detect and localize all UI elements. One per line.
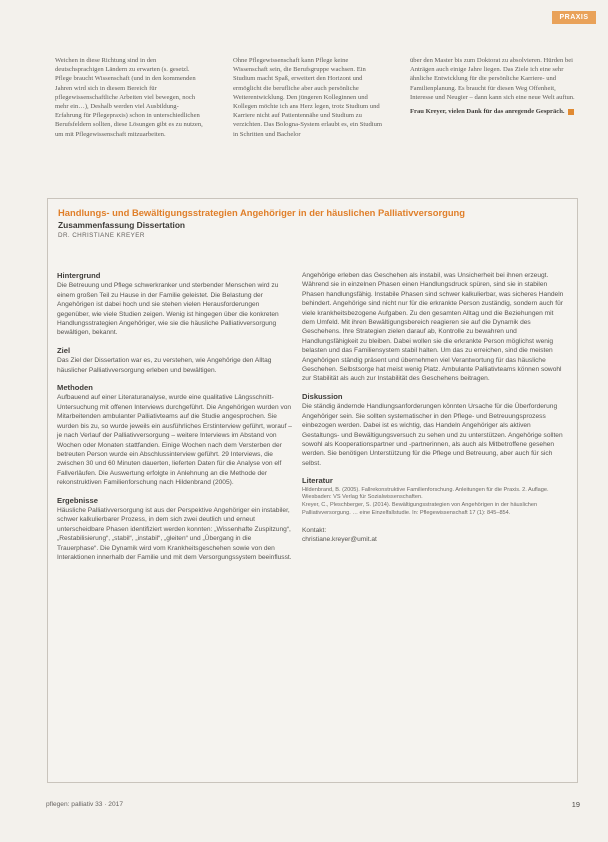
paragraph: Ohne Pflegewissenschaft kann Pflege keine Wissenschaft sein, die Berufsgruppe wachsen. Ein Studium macht Spaß, erweitert den Horizont und ermöglicht die berufliche aber auch persönliche Weiterentwicklung. Den jüngeren Kolleginnen und Kollegen möchte ich ans Herz legen, trotz Studium und Karriere nicht auf Patientennähe und Studium zu verzichten. Das Bologna-System erlaubt es, ein Studium in Schritten und Bachelor bbox=[233, 57, 383, 138]
contact-email[interactable]: christiane.kreyer@umit.at bbox=[302, 536, 377, 544]
paragraph: über den Master bis zum Doktorat zu absolvieren. Hürden bei Anträgen auch einige Jahre liegen. Das Ziele ich eine sehr ähnliche Entwicklung für die persönliche Karriere- und Familienplanung. Es braucht für diesen Weg Offenheit, Interesse und Neugier – dann kann sich eine neue Welt auftun. bbox=[410, 57, 575, 101]
box-left-column bbox=[57, 271, 293, 570]
page-number: 19 bbox=[571, 800, 580, 809]
literature-item: Kreyer, C., Pleschberger, S. (2014). Bewältigungsstrategien von Angehörigen in der häuslichen Palliativversorgung. … eine Einzelfallstudie. In: Pflegewissenschaft 17 (1): 845–854. bbox=[302, 502, 538, 516]
text-diskussion: Die ständig ändernde Handlungsanforderungen könnten Ursache für die Überforderung Angehöriger sein. Sie sollten systematischer in den Pflege- und Betreuungsprozess einbezogen werden. Dabei ist es wichtig, das Handeln Angehöriger als aktiven Gestaltungs- und Bewältigungsversuch zu sehen und zu unterstützen. Angehörige sollten sowohl als Kooperationspartner und -partnerinnen, als auch als Mitbetroffene gesehen werden. Sie benötigen Unterstützung für die Pflege und Betreuung, aber auch für sich selbst. bbox=[302, 403, 563, 467]
contact-label: Kontakt: bbox=[302, 526, 327, 534]
box-title: Handlungs- und Bewältigungsstrategien Angehöriger in der häuslichen Palliativversorgung bbox=[58, 207, 466, 218]
box-right-column bbox=[302, 271, 564, 545]
heading-ziel: Ziel bbox=[57, 345, 71, 355]
text-hintergrund: Die Betreuung und Pflege schwerkranker und sterbender Menschen wird zu einem großen Teil zu Hause in der Familie geleistet. Die Belastung der Angehörigen ist dabei hoch und sie stehen vielen Herausforderungen gegenüber, wie viele Studien zeigen. Wenig ist hingegen über die konkreten Handlungsstrategien Angehöriger, wie sie die häusliche Palliativversorgung bewältigen, bekannt. bbox=[57, 282, 279, 337]
box-subtitle: Zusammenfassung Dissertation bbox=[58, 220, 186, 230]
text-ergebnisse-cont: Angehörige erleben das Geschehen als instabil, was Unsicherheit bei ihnen erzeugt. Während sie in einzelnen Phasen einen Handlungsdruck spüren, sind sie in stabilen Phasen handlungsfähig. Instabile Phasen sind schwer kalkulierbar, was sicheres Handeln behindert. Angehörige sind nicht nur für die erkrankte Person zuständig, sondern auch für viele krankheitsbezogene Aufgaben. Zu den gesamten Alltag und die Beziehungen mit dem Umfeld. Mit ihren Bewältigungsbereich reagieren sie auf die Dynamik des Geschehens. Ihre Strategien zielen darauf ab, Kontrolle zu bewahren und Handlungsfähigkeit zu bleiben. Dabei wollen sie die erkrankte Person möglichst wenig belasten und das Familiensystem stabil halten. Um das zu erreichen, sind die meisten Angehörigen ständig präsent und übernehmen viel Verantwortung für das häusliche Geschehen. Selbstsorge hat meist wenig Platz. Ambulante Palliativteams können sowohl zur Stabilität als auch zur Instabilität des Geschehens beitragen. bbox=[302, 272, 564, 383]
box-author: DR. CHRISTIANE KREYER bbox=[58, 232, 145, 239]
dissertation-summary-box bbox=[47, 198, 578, 783]
closing-text: Frau Kreyer, vielen Dank für das anregende Gespräch. bbox=[410, 108, 565, 116]
end-square-icon bbox=[568, 109, 574, 115]
literature-list bbox=[302, 487, 564, 518]
heading-literatur: Literatur bbox=[302, 476, 333, 486]
text-ziel: Das Ziel der Dissertation war es, zu verstehen, wie Angehörige den Alltag häuslicher Palliativversorgung erleben und bewältigen. bbox=[57, 357, 272, 374]
footer-publication: pflegen: palliativ 33 · 2017 bbox=[46, 801, 123, 808]
box-header bbox=[58, 207, 563, 239]
text-column-3 bbox=[410, 56, 575, 116]
section-tag: PRAXIS bbox=[552, 11, 596, 24]
heading-diskussion: Diskussion bbox=[302, 391, 343, 401]
closing-line bbox=[410, 107, 575, 116]
heading-hintergrund: Hintergrund bbox=[57, 271, 101, 280]
text-ergebnisse: Häusliche Palliativversorgung ist aus der Perspektive Angehöriger ein instabiler, schwer kalkulierbarer Prozess, in dem sich zwei deutlich und erneut unterscheidbare Phasen identifiziert werden konnten: „Wissenhafte Zuspitzung“, „Restabilisierung“, „stabil“, „instabil“, „gleiten“ und „Übergang in die Trauerphase“. Die Dynamik wird vom Krankheitsgeschehen sowie von den Interaktionen innerhalb der Familie und mit dem Versorgungssystem beeinflusst. bbox=[57, 506, 292, 561]
text-methoden: Aufbauend auf einer Literaturanalyse, wurde eine qualitative Längsschnitt-Untersuchung mit offenen Interviews durchgeführt. Die Angehörigen wurden von Mitarbeitenden ambulanter Palliativteams auf die Studie angesprochen. Sie wurden bis zu, so wurde jeweils ein ausführliches Erstinterview geführt, worauf – je nach Verlauf der Palliativversorgung – weitere Interviews im Abstand von Wochen oder Monaten stattfanden. Einige Wochen nach dem Versterben der betreuten Person wurde ein Abschlussinterview geführt. 29 Interviews, die zwischen 30 und 60 Minuten dauerten, lieferten Daten für die Analyse von elf Fallverläufen. Die Auswertung erfolgte in Anlehnung an die Methode der rekonstruktiven Familienforschung nach Hildenbrand (2005). bbox=[57, 394, 292, 487]
article-continuation bbox=[55, 56, 575, 176]
text-column-1 bbox=[55, 56, 205, 139]
paragraph: Weichen in diese Richtung sind in den deutschsprachigen Ländern zu erwarten (s. gesetzl. Pflege braucht Wissenschaft (und in den kommenden Jahren wird sich in diesem Bereich für pflegewissenschaftliche Arbeiten viel bewegen, noch mehr ein…), Deshalb werden viel Ausbildung-Erfahrung für Pflegepraxis) schon in unterschiedlichen Berufsfeldern sollten, diese Lösungen gibt es zu nutzen, um mit Pflegewissenschaft mitzuarbeiten. bbox=[55, 57, 203, 138]
heading-methoden: Methoden bbox=[57, 383, 93, 393]
text-column-2 bbox=[233, 56, 383, 139]
heading-ergebnisse: Ergebnisse bbox=[57, 495, 98, 505]
literature-item: Hildenbrand, B. (2005). Fallrekonstruktive Familienforschung. Anleitungen für die Praxis. 2. Auflage. Wiesbaden: VS Verlag für Sozialwissenschaften. bbox=[302, 486, 549, 501]
